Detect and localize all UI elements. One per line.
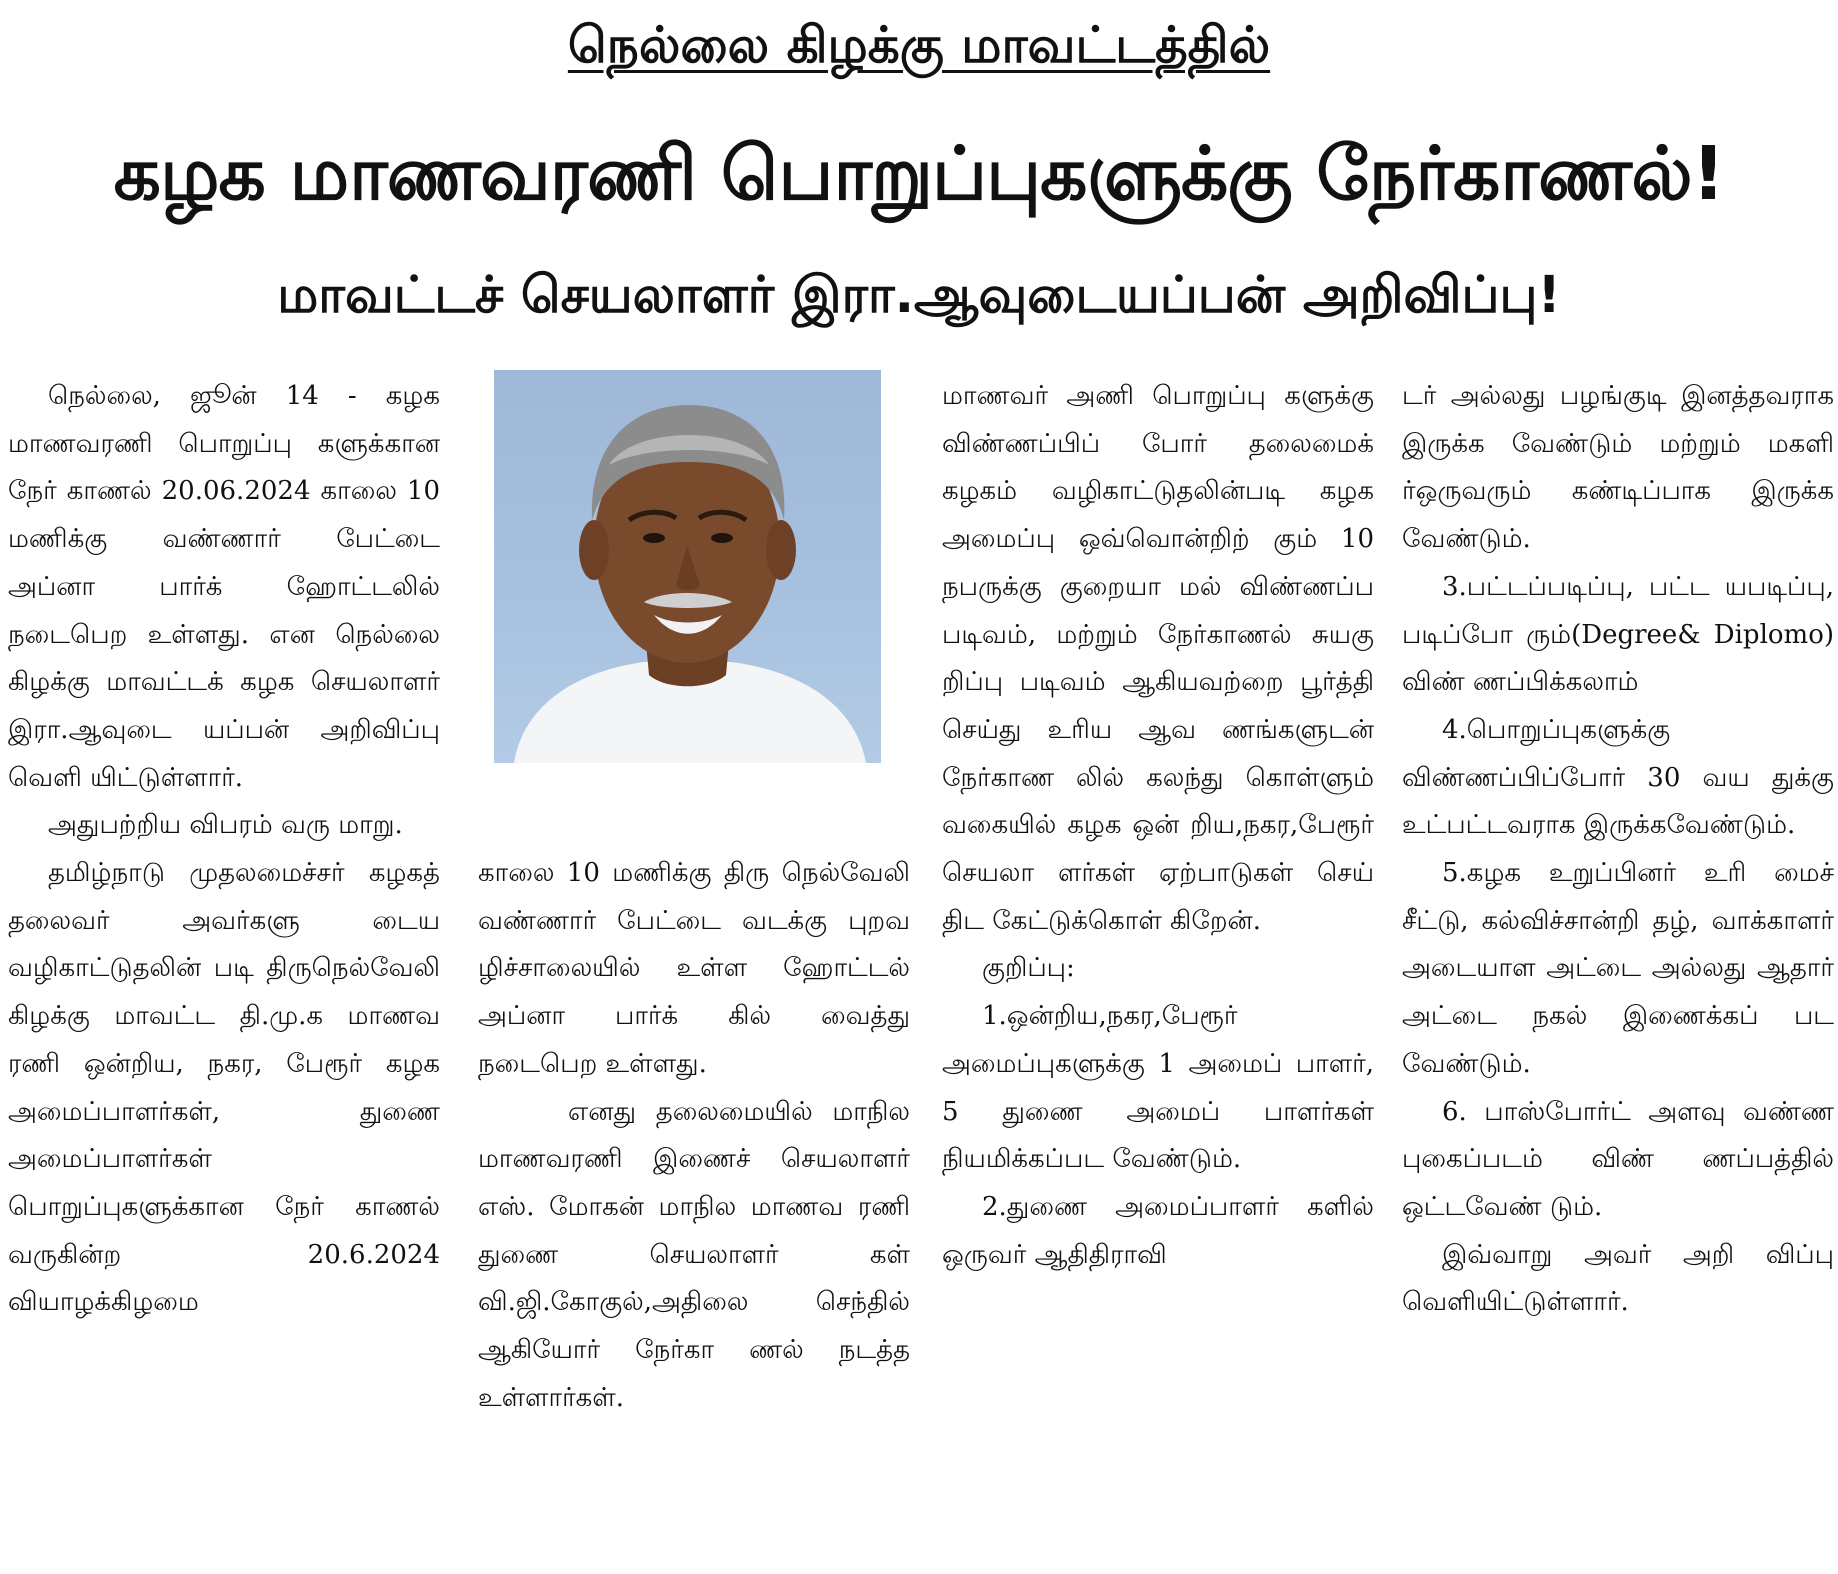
paragraph: மாணவர் அணி பொறுப்பு களுக்கு விண்ணப்பிப் போர் தலைமைக் கழகம் வழிகாட்டுதலின்படி கழக அமைப்பு ஒவ்வொன்றிற் கும் 10 நபருக்கு குறையா மல் விண்ணப்ப படிவம், மற்றும் நேர்காணல் சுயகு றிப்பு படிவம் ஆகியவற்றை பூர்த்தி செய்து உரிய ஆவ ணங்களுடன் நேர்காண லில் கலந்து கொள்ளும் வகையில் கழக ஒன் றிய,நகர,பேரூர் செயலா ளர்கள் ஏற்பாடுகள் செய் திட கேட்டுக்கொள் கிறேன். bbox=[942, 381, 1374, 936]
headline: கழக மாணவரணி பொறுப்புகளுக்கு நேர்காணல்! bbox=[113, 131, 1725, 217]
paragraph: 5.கழக உறுப்பினர் உரி மைச் சீட்டு, கல்விச்சான்றி தழ், வாக்காளர் அடையாள அட்டை அல்லது ஆதார் அட்டை நகல் இணைக்கப் பட வேண்டும். bbox=[1402, 858, 1834, 1079]
paragraph: 6. பாஸ்போர்ட் அளவு வண்ண புகைப்படம் விண் ணப்பத்தில் ஒட்டவேண் டும். bbox=[1402, 1096, 1834, 1222]
paragraph: 3.பட்டப்படிப்பு, பட்ட யபடிப்பு, படிப்போ ரும்(Degree& Diplomo) விண் ணப்பிக்கலாம் bbox=[1402, 571, 1834, 698]
paragraph: எனது தலைமையில் மாநில மாணவரணி இணைச் செயலாளர் எஸ். மோகன் மாநில மாணவ ரணி துணை செயலாளர் கள் வி.ஜி.கோகுல்,அதிலை செந்தில் ஆகியோர் நேர்கா ணல் நடத்த உள்ளார்கள். bbox=[478, 1096, 910, 1413]
paragraph: காலை 10 மணிக்கு திரு நெல்வேலி வண்ணார் பேட்டை வடக்கு புறவ ழிச்சாலையில் உள்ள ஹோட்டல் அப்னா பார்க் கில் வைத்து நடைபெற உள்ளது. bbox=[478, 858, 910, 1079]
paragraph: 4.பொறுப்புகளுக்கு விண்ணப்பிப்போர் 30 வய துக்கு உட்பட்டவராக இருக்கவேண்டும். bbox=[1402, 714, 1834, 841]
paragraph: 2.துணை அமைப்பாளர் களில் ஒருவர் ஆதிதிராவி bbox=[942, 1191, 1374, 1270]
paragraph: குறிப்பு: bbox=[982, 953, 1075, 984]
subheadline: மாவட்டச் செயலாளர் இரா.ஆவுடையப்பன் அறிவிப்பு! bbox=[277, 266, 1561, 325]
portrait-icon bbox=[494, 370, 881, 763]
kicker bbox=[0, 10, 1838, 80]
kicker-text: நெல்லை கிழக்கு மாவட்டத்தில் bbox=[567, 16, 1271, 74]
paragraph: இவ்வாறு அவர் அறி விப்பு வெளியிட்டுள்ளார். bbox=[1402, 1239, 1834, 1318]
article-column-3 bbox=[942, 373, 1374, 1279]
paragraph: டர் அல்லது பழங்குடி இனத்தவராக இருக்க வேண்டும் மற்றும் மகளி ர்ஒருவரும் கண்டிப்பாக இருக்க வேண்டும். bbox=[1402, 381, 1834, 555]
article-column-2 bbox=[478, 850, 910, 1422]
article-column-4 bbox=[1402, 373, 1834, 1327]
paragraph: அதுபற்றிய விபரம் வரு மாறு. bbox=[48, 810, 403, 841]
portrait-photo bbox=[494, 370, 881, 763]
paragraph: 1.ஒன்றிய,நகர,பேரூர் அமைப்புகளுக்கு 1 அமைப் பாளர், 5 துணை அமைப் பாளர்கள் நியமிக்கப்பட வேண்டும். bbox=[942, 1001, 1374, 1175]
paragraph: நெல்லை, ஜூன் 14 - கழக மாணவரணி பொறுப்பு களுக்கான நேர் காணல் 20.06.2024 காலை 10 மணிக்கு வண்ணார் பேட்டை அப்னா பார்க் ஹோட்டலில் நடைபெற உள்ளது. என நெல்லை கிழக்கு மாவட்டக் கழக செயலாளர் இரா.ஆவுடை யப்பன் அறிவிப்பு வெளி யிட்டுள்ளார். bbox=[8, 381, 440, 793]
paragraph: தமிழ்நாடு முதலமைச்சர் கழகத் தலைவர் அவர்களு டைய வழிகாட்டுதலின் படி திருநெல்வேலி கிழக்கு மாவட்ட தி.மு.க மாணவ ரணி ஒன்றிய, நகர, பேரூர் கழக அமைப்பாளர்கள், துணை அமைப்பாளர்கள் பொறுப்புகளுக்கான நேர் காணல் வருகின்ற 20.6.2024 வியாழக்கிழமை bbox=[8, 858, 440, 1318]
article-column-1 bbox=[8, 373, 440, 1327]
